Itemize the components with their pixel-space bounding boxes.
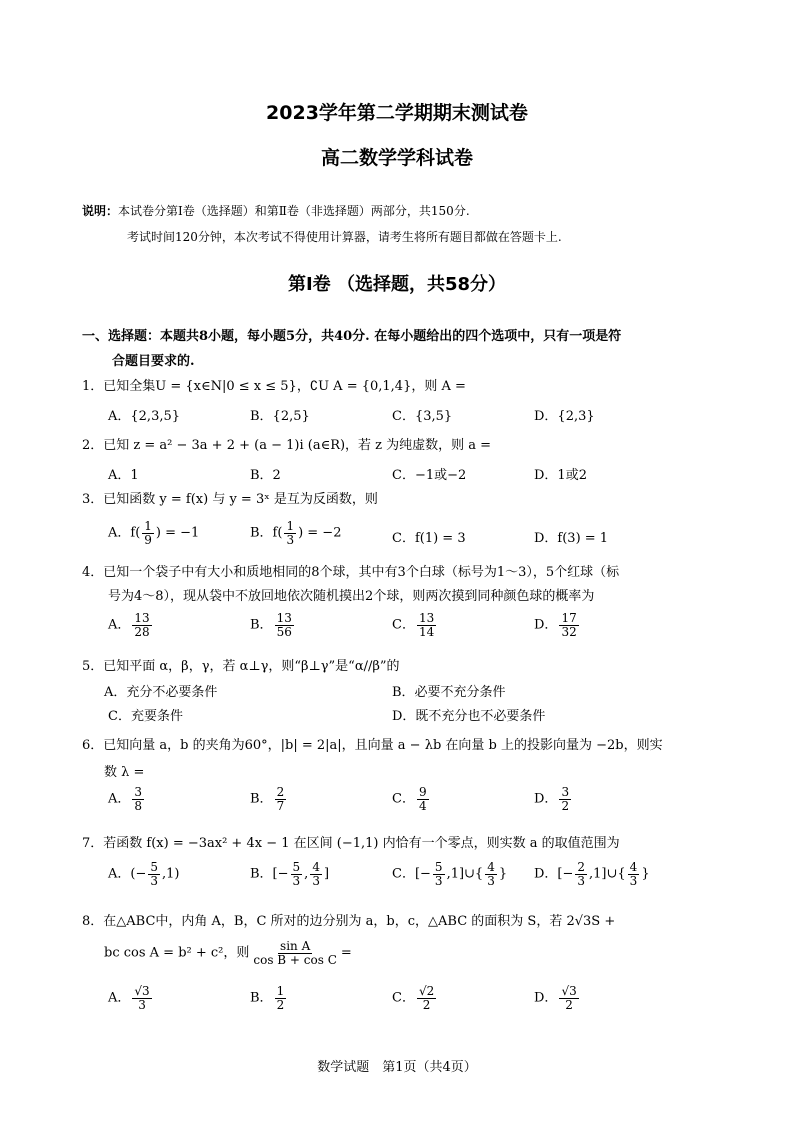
q6-d-fraction: $\frac{3}{2}$ bbox=[561, 785, 570, 813]
q3-option-c: C．f(1) = 3 bbox=[392, 531, 466, 546]
q2-option-c: C．−1或−2 bbox=[392, 468, 467, 483]
q3-b-fraction: $\frac{1}{3}$ bbox=[286, 519, 295, 547]
question-4-stem-line2: 号为4～8），现从袋中不放回地依次随机摸出2个球，则两次摸到同种颜色球的概率为 bbox=[108, 589, 595, 604]
q4-option-c: C． $\frac{13}{14}$ bbox=[392, 611, 435, 639]
q7-c-fraction1: $\frac{5}{3}$ bbox=[434, 860, 443, 888]
q5-option-a: A．充分不必要条件 bbox=[104, 685, 218, 700]
section1-line2: 合题目要求的. bbox=[112, 354, 195, 369]
instructions-text1: 本试卷分第Ⅰ卷（选择题）和第Ⅱ卷（非选择题）两部分，共150分. bbox=[118, 204, 470, 218]
q3-b-pre: B．f( bbox=[250, 525, 283, 541]
q7-a-fraction: $\frac{5}{3}$ bbox=[150, 860, 158, 888]
q3-option-b bbox=[250, 520, 341, 546]
question-6-stem-line1: 6．已知向量 a，b 的夹角为60°，|b| = 2|a|，且向量 a − λb 在向量 b 上的投影向量为 −2b，则实 bbox=[82, 738, 663, 753]
q7-c-fraction2: $\frac{4}{3}$ bbox=[487, 860, 495, 888]
q1-option-a: A．{2,3,5} bbox=[108, 409, 181, 424]
q2-option-b: B．2 bbox=[250, 468, 281, 483]
question-2-stem: 2．已知 z = a² − 3a + 2 + (a − 1)i (a∈R)，若 z 为纯虚数，则 a = bbox=[82, 438, 492, 453]
question-8-stem-line1: 8．在△ABC中，内角 A，B，C 所对的边分别为 a，b，c，△ABC 的面积为 S，若 2√3S + bbox=[82, 914, 616, 929]
q7-option-d: D．[− $\frac{2}{3}$ ,1]∪{ $\frac{4}{3}$ } bbox=[534, 860, 650, 888]
instructions-line2: 考试时间120分钟，本次考试不得使用计算器，请考生将所有题目都做在答题卡上. bbox=[127, 230, 562, 244]
q8-a-fraction: $\frac{√3}{3}$ bbox=[134, 984, 150, 1012]
q1-option-b: B．{2,5} bbox=[250, 409, 310, 424]
q3-a-post: ) = −1 bbox=[155, 525, 200, 541]
q5-option-d: D．既不充分也不必要条件 bbox=[392, 709, 546, 724]
q3-a-fraction: $\frac{1}{9}$ bbox=[144, 519, 152, 547]
q3-option-d: D．f(3) = 1 bbox=[534, 531, 609, 546]
q6-b-fraction: $\frac{2}{7}$ bbox=[276, 785, 285, 813]
q8-option-a: A． $\frac{√3}{3}$ bbox=[108, 984, 150, 1012]
instructions-label: 说明： bbox=[82, 204, 119, 218]
q4-option-d: D． $\frac{17}{32}$ bbox=[534, 611, 577, 639]
instructions-line1 bbox=[82, 202, 470, 219]
q4-d-fraction: $\frac{17}{32}$ bbox=[561, 611, 577, 639]
q3-option-a bbox=[108, 520, 199, 546]
q6-option-b: B． $\frac{2}{7}$ bbox=[250, 785, 285, 813]
q5-option-b: B．必要不充分条件 bbox=[392, 685, 506, 700]
q3-b-post: ) = −2 bbox=[298, 525, 342, 541]
q6-c-fraction: $\frac{9}{4}$ bbox=[418, 785, 427, 813]
q8-option-c: C． $\frac{√2}{2}$ bbox=[392, 984, 435, 1012]
question-8-stem-line2: bc cos A = b² + c²，则 $\frac{\text{sin A}}{\text{cos B + cos C}}$ = bbox=[104, 939, 352, 967]
q7-d-fraction1: $\frac{2}{3}$ bbox=[577, 860, 586, 888]
q7-option-c: C．[− $\frac{5}{3}$ ,1]∪{ $\frac{4}{3}$ } bbox=[392, 860, 508, 888]
exam-title: 2023学年第二学期期末测试卷 bbox=[266, 102, 528, 124]
question-3-stem: 3．已知函数 y = f(x) 与 y = 3ˣ 是互为反函数，则 bbox=[82, 492, 378, 507]
q2-option-a: A．1 bbox=[108, 468, 139, 483]
q6-option-a: A． $\frac{3}{8}$ bbox=[108, 785, 143, 813]
q6-option-c: C． $\frac{9}{4}$ bbox=[392, 785, 427, 813]
q1-option-c: C．{3,5} bbox=[392, 409, 453, 424]
section1-line1: 一、选择题：本题共8小题，每小题5分，共40分. 在每小题给出的四个选项中，只有一项是符 bbox=[82, 329, 622, 344]
q8-stem-fraction: $\frac{\text{sin A}}{\text{cos B + cos C}}$ bbox=[253, 939, 337, 967]
q4-option-b: B． $\frac{13}{56}$ bbox=[250, 611, 292, 639]
question-7-stem: 7．若函数 f(x) = −3ax² + 4x − 1 在区间 (−1,1) 内恰有一个零点，则实数 a 的取值范围为 bbox=[82, 836, 620, 851]
q8-b-fraction: $\frac{1}{2}$ bbox=[276, 984, 285, 1012]
q8-c-fraction: $\frac{√2}{2}$ bbox=[418, 984, 435, 1012]
q2-option-d: D．1或2 bbox=[534, 468, 587, 483]
q8-option-d: D． $\frac{√3}{2}$ bbox=[534, 984, 577, 1012]
q7-option-b: B．[− $\frac{5}{3}$ , $\frac{4}{3}$ ] bbox=[250, 860, 330, 888]
q7-b-fraction1: $\frac{5}{3}$ bbox=[292, 860, 301, 888]
q5-option-c: C．充要条件 bbox=[108, 709, 183, 724]
q4-option-a: A． $\frac{13}{28}$ bbox=[108, 611, 150, 639]
q7-b-fraction2: $\frac{4}{3}$ bbox=[312, 860, 320, 888]
q8-option-b: B． $\frac{1}{2}$ bbox=[250, 984, 285, 1012]
q4-b-fraction: $\frac{13}{56}$ bbox=[276, 611, 292, 639]
question-1-stem: 1．已知全集U = {x∈N|0 ≤ x ≤ 5}，∁U A = {0,1,4}，则 A = bbox=[82, 379, 466, 394]
q3-a-pre: A．f( bbox=[108, 525, 141, 541]
part1-title: 第Ⅰ卷 （选择题，共58分） bbox=[287, 274, 506, 295]
q6-option-d: D． $\frac{3}{2}$ bbox=[534, 785, 570, 813]
question-4-stem-line1: 4．已知一个袋子中有大小和质地相同的8个球，其中有3个白球（标号为1～3），5个红球（标 bbox=[82, 565, 620, 580]
page-footer: 数学试题 第1页（共4页） bbox=[317, 1060, 477, 1075]
q8-d-fraction: $\frac{√3}{2}$ bbox=[561, 984, 577, 1012]
question-5-stem: 5．已知平面 α，β，γ，若 α⊥γ，则“β⊥γ”是“α//β”的 bbox=[82, 659, 400, 674]
q6-a-fraction: $\frac{3}{8}$ bbox=[134, 785, 143, 813]
question-6-stem-line2: 数 λ = bbox=[104, 765, 145, 780]
q4-c-fraction: $\frac{13}{14}$ bbox=[418, 611, 435, 639]
q4-a-fraction: $\frac{13}{28}$ bbox=[134, 611, 150, 639]
q7-d-fraction2: $\frac{4}{3}$ bbox=[629, 860, 638, 888]
q7-option-a: A．(− $\frac{5}{3}$ ,1) bbox=[108, 860, 180, 888]
q1-option-d: D．{2,3} bbox=[534, 409, 595, 424]
exam-subtitle: 高二数学学科试卷 bbox=[320, 147, 473, 169]
